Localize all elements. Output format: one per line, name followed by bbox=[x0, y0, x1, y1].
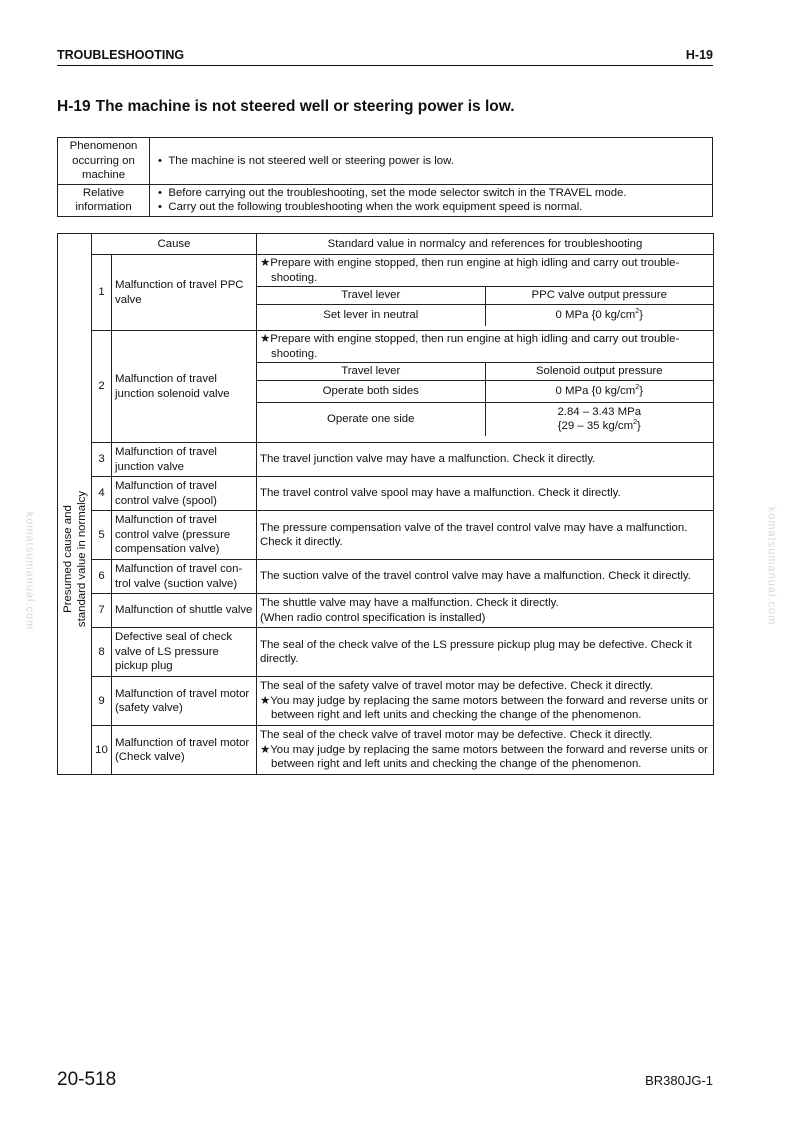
row-number: 9 bbox=[92, 677, 112, 726]
relative-row bbox=[58, 184, 713, 216]
row-cause: Malfunction of travel motor (Check valve) bbox=[112, 726, 257, 775]
row-standard: The travel control valve spool may have a malfunction. Check it directly. bbox=[257, 477, 714, 511]
table-row bbox=[58, 594, 714, 628]
row-standard bbox=[257, 255, 714, 331]
row-cause: Defective seal of check valve of LS pressure pickup plug bbox=[112, 628, 257, 677]
row-cause: Malfunction of travel con-trol valve (suction valve) bbox=[112, 560, 257, 594]
model-code: BR380JG-1 bbox=[645, 1073, 713, 1088]
table-row bbox=[58, 726, 714, 775]
sub-header: PPC valve output pressure bbox=[485, 287, 713, 305]
table-row bbox=[58, 331, 714, 443]
row-note: ★Prepare with engine stopped, then run engine at high idling and carry out trouble-shooting. bbox=[260, 257, 680, 284]
sub-cell: 2.84 – 3.43 MPa {29 – 35 $kg/cm^2$} bbox=[485, 402, 713, 436]
sub-cell: 0 MPa {0 $kg/cm^2$} bbox=[485, 304, 713, 326]
sub-table bbox=[257, 362, 713, 436]
side-label bbox=[58, 234, 92, 775]
title-number: H-19 bbox=[57, 98, 91, 115]
sub-table bbox=[257, 286, 713, 326]
title-text: The machine is not steered well or steering power is low. bbox=[95, 98, 515, 115]
row-cause: Malfunction of travel control valve (spool) bbox=[112, 477, 257, 511]
row-cause: Malfunction of travel junction valve bbox=[112, 443, 257, 477]
row-number: 8 bbox=[92, 628, 112, 677]
star-icon: ★ bbox=[260, 694, 271, 707]
sub-cell: Operate both sides bbox=[257, 380, 485, 402]
phenomenon-item: • The machine is not steered well or steering power is low. bbox=[158, 154, 454, 167]
row-cause: Malfunction of travel PPC valve bbox=[112, 255, 257, 331]
row-number: 7 bbox=[92, 594, 112, 628]
relative-item: • Before carrying out the troubleshooting, set the mode selector switch in the TRAVEL mode. bbox=[158, 186, 627, 199]
table-row bbox=[58, 628, 714, 677]
row-cause: Malfunction of travel junction solenoid valve bbox=[112, 331, 257, 443]
table-row bbox=[58, 677, 714, 726]
row-number: 4 bbox=[92, 477, 112, 511]
row-standard: The travel junction valve may have a malfunction. Check it directly. bbox=[257, 443, 714, 477]
row-standard: The seal of the safety valve of travel motor may be defective. Check it directly. ★You may judge by replacing the same motors between the forward and reverse units or between right and left units and checking the change of the phenomenon. bbox=[257, 677, 714, 726]
phenomenon-content bbox=[150, 138, 713, 185]
row-standard: The shuttle valve may have a malfunction. Check it directly. (When radio control specification is installed) bbox=[257, 594, 714, 628]
row-number: 1 bbox=[92, 255, 112, 331]
watermark-left: komatsumanual.com bbox=[23, 511, 36, 631]
relative-item: • Carry out the following troubleshooting when the work equipment speed is normal. bbox=[158, 201, 583, 213]
phenomenon-label: Phenomenon occurring on machine bbox=[58, 138, 150, 185]
row-number: 5 bbox=[92, 511, 112, 560]
relative-content bbox=[150, 184, 713, 216]
page-header bbox=[57, 48, 713, 66]
info-table bbox=[57, 137, 713, 217]
section-title: TROUBLESHOOTING bbox=[57, 48, 185, 62]
row-cause: Malfunction of shuttle valve bbox=[112, 594, 257, 628]
sub-header: Solenoid output pressure bbox=[485, 363, 713, 381]
row-number: 3 bbox=[92, 443, 112, 477]
row-standard: The seal of the check valve of the LS pressure pickup plug may be defective. Check it directly. bbox=[257, 628, 714, 677]
table-row bbox=[58, 255, 714, 331]
row-cause: Malfunction of travel motor (safety valve) bbox=[112, 677, 257, 726]
table-header-row bbox=[58, 234, 714, 255]
sub-cell: Set lever in neutral bbox=[257, 304, 485, 326]
sub-cell: Operate one side bbox=[257, 402, 485, 436]
star-icon: ★ bbox=[260, 743, 271, 756]
row-note: ★Prepare with engine stopped, then run engine at high idling and carry out trouble-shooting. bbox=[260, 333, 680, 360]
row-standard: The seal of the check valve of travel motor may be defective. Check it directly. ★You may judge by replacing the same motors between the forward and reverse units or between right and left units and checking the change of the phenomenon. bbox=[257, 726, 714, 775]
watermark-right: komatsumanual.com bbox=[765, 506, 778, 626]
row-number: 2 bbox=[92, 331, 112, 443]
table-row bbox=[58, 560, 714, 594]
side-label-line2: standard value in normalcy bbox=[75, 490, 88, 628]
row-cause: Malfunction of travel control valve (pressure compensation valve) bbox=[112, 511, 257, 560]
side-label-line1: Presumed cause and bbox=[61, 505, 74, 613]
relative-label: Relative information bbox=[58, 184, 150, 216]
section-code: H-19 bbox=[685, 48, 713, 62]
table-row bbox=[58, 477, 714, 511]
row-standard bbox=[257, 331, 714, 443]
star-icon: ★ bbox=[260, 333, 271, 345]
row-number: 10 bbox=[92, 726, 112, 775]
cause-header: Cause bbox=[92, 234, 257, 255]
table-row bbox=[58, 443, 714, 477]
phenomenon-row bbox=[58, 138, 713, 185]
row-standard: The pressure compensation valve of the travel control valve may have a malfunction. Check it directly. bbox=[257, 511, 714, 560]
cause-table bbox=[57, 233, 714, 775]
sub-header: Travel lever bbox=[257, 363, 485, 381]
page-number: 20-518 bbox=[57, 1069, 117, 1090]
standard-header: Standard value in normalcy and references for troubleshooting bbox=[257, 234, 714, 255]
star-icon: ★ bbox=[260, 257, 271, 269]
row-standard: The suction valve of the travel control valve may have a malfunction. Check it directly. bbox=[257, 560, 714, 594]
sub-header: Travel lever bbox=[257, 287, 485, 305]
page-title bbox=[57, 98, 515, 116]
row-number: 6 bbox=[92, 560, 112, 594]
sub-cell: 0 MPa {0 $kg/cm^2$} bbox=[485, 380, 713, 402]
table-row bbox=[58, 511, 714, 560]
